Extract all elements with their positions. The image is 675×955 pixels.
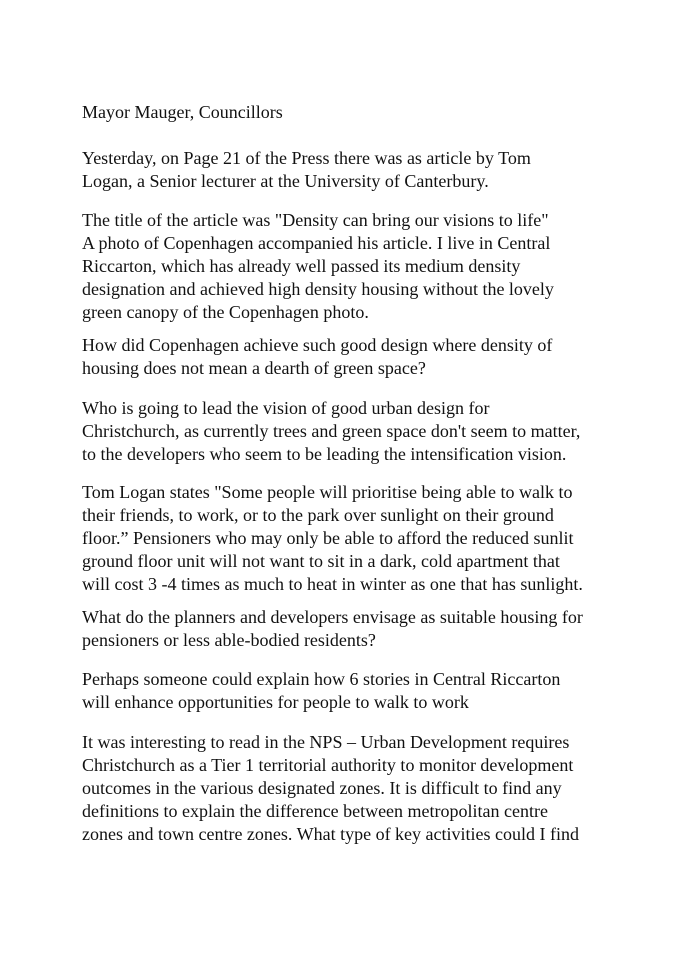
paragraph-line: their friends, to work, or to the park over sunlight on their ground [82, 505, 554, 525]
paragraph-line: Tom Logan states "Some people will prioritise being able to walk to [82, 482, 573, 502]
paragraph-line: Riccarton, which has already well passed its medium density [82, 256, 521, 276]
paragraph-4 [82, 397, 580, 466]
salutation-line: Mayor Mauger, Councillors [82, 102, 283, 122]
paragraph-6 [82, 606, 583, 652]
paragraph-line: Who is going to lead the vision of good urban design for [82, 398, 490, 418]
paragraph-1 [82, 147, 531, 193]
paragraph-line: Christchurch as a Tier 1 territorial authority to monitor development [82, 755, 574, 775]
paragraph-line: will enhance opportunities for people to walk to work [82, 692, 469, 712]
paragraph-3 [82, 334, 552, 380]
paragraph-5 [82, 481, 583, 596]
paragraph-line: designation and achieved high density housing without the lovely [82, 279, 554, 299]
paragraph-7 [82, 668, 560, 714]
paragraph-2 [82, 209, 554, 324]
paragraph-8 [82, 731, 579, 846]
paragraph-line: How did Copenhagen achieve such good design where density of [82, 335, 553, 355]
paragraph-line: What do the planners and developers envisage as suitable housing for [82, 607, 583, 627]
paragraph-line: floor.” Pensioners who may only be able to afford the reduced sunlit [82, 528, 574, 548]
paragraph-line: green canopy of the Copenhagen photo. [82, 302, 369, 322]
paragraph-line: The title of the article was "Density can bring our visions to life" [82, 210, 549, 230]
paragraph-line: outcomes in the various designated zones. It is difficult to find any [82, 778, 562, 798]
paragraph-line: housing does not mean a dearth of green space? [82, 358, 426, 378]
paragraph-line: Logan, a Senior lecturer at the University of Canterbury. [82, 171, 489, 191]
paragraph-line: A photo of Copenhagen accompanied his article. I live in Central [82, 233, 551, 253]
paragraph-line: ground floor unit will not want to sit in a dark, cold apartment that [82, 551, 560, 571]
paragraph-line: Yesterday, on Page 21 of the Press there was as article by Tom [82, 148, 531, 168]
paragraph-line: Christchurch, as currently trees and green space don't seem to matter, [82, 421, 581, 441]
paragraph-line: will cost 3 -4 times as much to heat in winter as one that has sunlight. [82, 574, 583, 594]
paragraph-line: zones and town centre zones. What type of key activities could I find [82, 824, 580, 844]
paragraph-line: definitions to explain the difference between metropolitan centre [82, 801, 548, 821]
salutation [82, 101, 283, 124]
paragraph-line: to the developers who seem to be leading the intensification vision. [82, 444, 567, 464]
paragraph-line: It was interesting to read in the NPS – Urban Development requires [82, 732, 570, 752]
paragraph-line: Perhaps someone could explain how 6 stories in Central Riccarton [82, 669, 561, 689]
paragraph-line: pensioners or less able-bodied residents? [82, 630, 376, 650]
